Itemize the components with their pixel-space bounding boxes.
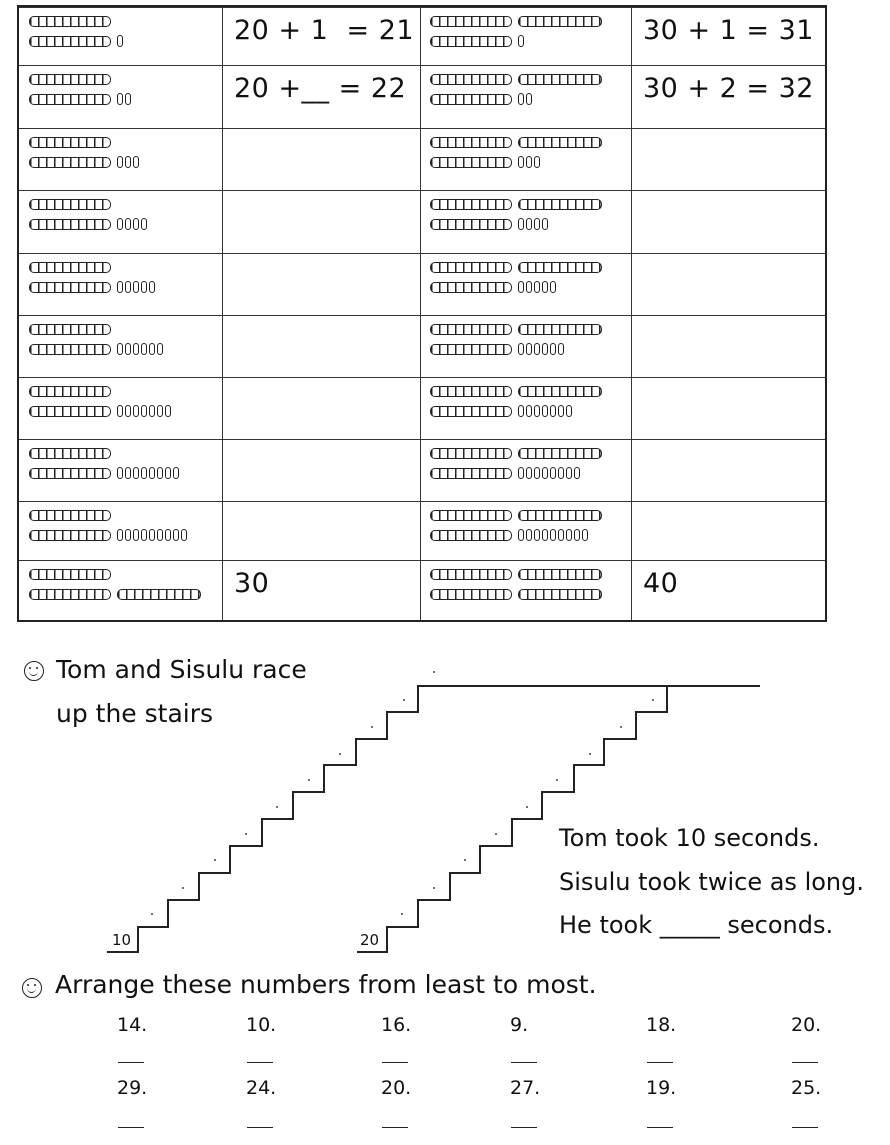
ten-bead-rod <box>430 406 512 417</box>
ten-bead-rod <box>29 157 111 168</box>
ten-bead-rod <box>430 157 512 168</box>
ten-bead-rod <box>430 94 512 105</box>
unit-beads <box>518 343 564 355</box>
number-to-order: 19. <box>646 1077 677 1099</box>
left-sum-cell <box>222 191 420 253</box>
unit-beads <box>518 35 524 47</box>
stairs-prompt-line2: up the stairs <box>56 699 214 728</box>
left-sum-cell: 30 <box>234 568 270 599</box>
bead-picture <box>420 66 631 128</box>
unit-beads <box>518 156 540 168</box>
ten-bead-rod <box>117 589 201 600</box>
bead-picture <box>420 191 631 253</box>
unit-beads <box>518 93 532 105</box>
unit-beads <box>518 467 580 479</box>
number-to-order: 20. <box>381 1077 412 1099</box>
left-sum-cell: 20 + 1 = 21 <box>234 15 415 46</box>
number-to-order: 29. <box>117 1077 148 1099</box>
ten-bead-rod <box>430 36 512 47</box>
ten-bead-rod <box>518 510 602 521</box>
table-row <box>19 315 825 377</box>
unit-beads <box>117 156 139 168</box>
right-sum-cell <box>631 254 827 315</box>
number-to-order: 24. <box>246 1077 277 1099</box>
ten-bead-rod <box>518 137 602 148</box>
number-to-order: 20. <box>791 1014 822 1036</box>
ten-bead-rod <box>29 510 111 521</box>
number-to-order: 27. <box>510 1077 541 1099</box>
story-line3: He took _____ seconds. <box>559 911 834 939</box>
ten-bead-rod <box>29 36 111 47</box>
ten-bead-rod <box>430 448 512 459</box>
ten-bead-rod <box>29 530 111 541</box>
number-to-order: 18. <box>646 1014 677 1036</box>
unit-beads <box>117 343 163 355</box>
ten-bead-rod <box>430 386 512 397</box>
table-row <box>19 128 825 190</box>
left-sum-cell <box>222 254 420 315</box>
ten-bead-rod <box>518 74 602 85</box>
ten-bead-rod <box>29 468 111 479</box>
left-sum-cell <box>222 378 420 439</box>
number-to-order: 14. <box>117 1014 148 1036</box>
bead-picture <box>19 254 222 315</box>
unit-beads <box>117 281 155 293</box>
ten-bead-rod <box>430 569 512 580</box>
bead-picture <box>420 440 631 501</box>
ten-bead-rod <box>518 386 602 397</box>
bead-picture <box>420 561 631 622</box>
ten-bead-rod <box>518 16 602 27</box>
ten-bead-rod <box>430 530 512 541</box>
answer-blank[interactable] <box>247 1062 273 1063</box>
right-sum-cell <box>631 378 827 439</box>
left-sum-cell: 20 +__ = 22 <box>234 73 407 104</box>
bead-picture <box>19 378 222 439</box>
unit-beads <box>518 281 556 293</box>
ten-bead-rod <box>29 74 111 85</box>
ten-bead-rod <box>29 386 111 397</box>
tom-start-label: 10 <box>112 931 132 949</box>
answer-blank[interactable] <box>247 1127 273 1128</box>
answer-blank[interactable] <box>511 1127 537 1128</box>
table-row <box>19 560 825 622</box>
ten-bead-rod <box>518 262 602 273</box>
bead-picture <box>19 502 222 560</box>
unit-beads <box>117 218 147 230</box>
unit-beads <box>117 467 179 479</box>
left-sum-cell <box>222 502 420 560</box>
ten-bead-rod <box>518 448 602 459</box>
right-sum-cell <box>631 191 827 253</box>
bead-picture <box>420 129 631 190</box>
number-to-order: 25. <box>791 1077 822 1099</box>
ten-bead-rod <box>430 74 512 85</box>
bead-picture <box>19 316 222 377</box>
right-sum-cell: 40 <box>643 568 679 599</box>
number-to-order: 16. <box>381 1014 412 1036</box>
bead-picture <box>420 316 631 377</box>
ten-bead-rod <box>518 324 602 335</box>
bead-picture <box>420 378 631 439</box>
left-sum-cell <box>222 440 420 501</box>
number-to-order: 10. <box>246 1014 277 1036</box>
right-sum-cell: 30 + 2 = 32 <box>643 73 814 104</box>
answer-blank[interactable] <box>511 1062 537 1063</box>
right-sum-cell <box>631 129 827 190</box>
ten-bead-rod <box>29 16 111 27</box>
ten-bead-rod <box>430 282 512 293</box>
left-sum-cell <box>222 129 420 190</box>
right-sum-cell <box>631 440 827 501</box>
answer-blank[interactable] <box>382 1062 408 1063</box>
ten-bead-rod <box>29 94 111 105</box>
unit-beads <box>117 405 171 417</box>
ten-bead-rod <box>430 468 512 479</box>
answer-blank[interactable] <box>792 1127 818 1128</box>
table-row <box>19 253 825 315</box>
ten-bead-rod <box>29 137 111 148</box>
ten-bead-rod <box>29 282 111 293</box>
table-row <box>19 65 825 128</box>
bead-picture <box>19 129 222 190</box>
ten-bead-rod <box>430 262 512 273</box>
order-prompt: Arrange these numbers from least to most. <box>55 970 597 999</box>
table-row <box>19 7 825 65</box>
ten-bead-rod <box>29 589 111 600</box>
ten-bead-rod <box>430 199 512 210</box>
answer-blank[interactable] <box>118 1062 144 1063</box>
ten-bead-rod <box>29 569 111 580</box>
ten-bead-rod <box>430 219 512 230</box>
smiley-icon <box>22 978 42 998</box>
ten-bead-rod <box>430 324 512 335</box>
bead-picture <box>420 8 631 65</box>
ten-bead-rod <box>518 199 602 210</box>
ten-bead-rod <box>29 262 111 273</box>
unit-beads <box>117 35 123 47</box>
story-line2: Sisulu took twice as long. <box>559 868 864 896</box>
place-value-table <box>17 5 827 622</box>
left-sum-cell <box>222 316 420 377</box>
answer-blank[interactable] <box>647 1062 673 1063</box>
table-row <box>19 377 825 439</box>
ten-bead-rod <box>29 219 111 230</box>
ten-bead-rod <box>518 569 602 580</box>
bead-picture <box>420 254 631 315</box>
ten-bead-rod <box>518 589 602 600</box>
stairs-prompt-line1: Tom and Sisulu race <box>56 655 307 684</box>
ten-bead-rod <box>29 199 111 210</box>
ten-bead-rod <box>430 510 512 521</box>
right-sum-cell <box>631 316 827 377</box>
bead-picture <box>19 191 222 253</box>
table-row <box>19 501 825 560</box>
bead-picture <box>19 66 222 128</box>
number-to-order: 9. <box>510 1014 529 1036</box>
answer-blank[interactable] <box>792 1062 818 1063</box>
unit-beads <box>518 529 588 541</box>
bead-picture <box>420 502 631 560</box>
ten-bead-rod <box>430 344 512 355</box>
ten-bead-rod <box>29 324 111 335</box>
story-line1: Tom took 10 seconds. <box>559 824 820 852</box>
sisulu-start-label: 20 <box>360 931 380 949</box>
answer-blank[interactable] <box>382 1127 408 1128</box>
bead-picture <box>19 561 222 622</box>
ten-bead-rod <box>430 16 512 27</box>
ten-bead-rod <box>430 137 512 148</box>
bead-picture <box>19 8 222 65</box>
ten-bead-rod <box>430 589 512 600</box>
answer-blank[interactable] <box>118 1127 144 1128</box>
right-sum-cell: 30 + 1 = 31 <box>643 15 814 46</box>
answer-blank[interactable] <box>647 1127 673 1128</box>
ten-bead-rod <box>29 448 111 459</box>
ten-bead-rod <box>29 406 111 417</box>
right-sum-cell <box>631 502 827 560</box>
unit-beads <box>117 529 187 541</box>
ten-bead-rod <box>29 344 111 355</box>
table-row <box>19 190 825 253</box>
bead-picture <box>19 440 222 501</box>
unit-beads <box>518 405 572 417</box>
table-row <box>19 439 825 501</box>
unit-beads <box>518 218 548 230</box>
unit-beads <box>117 93 131 105</box>
